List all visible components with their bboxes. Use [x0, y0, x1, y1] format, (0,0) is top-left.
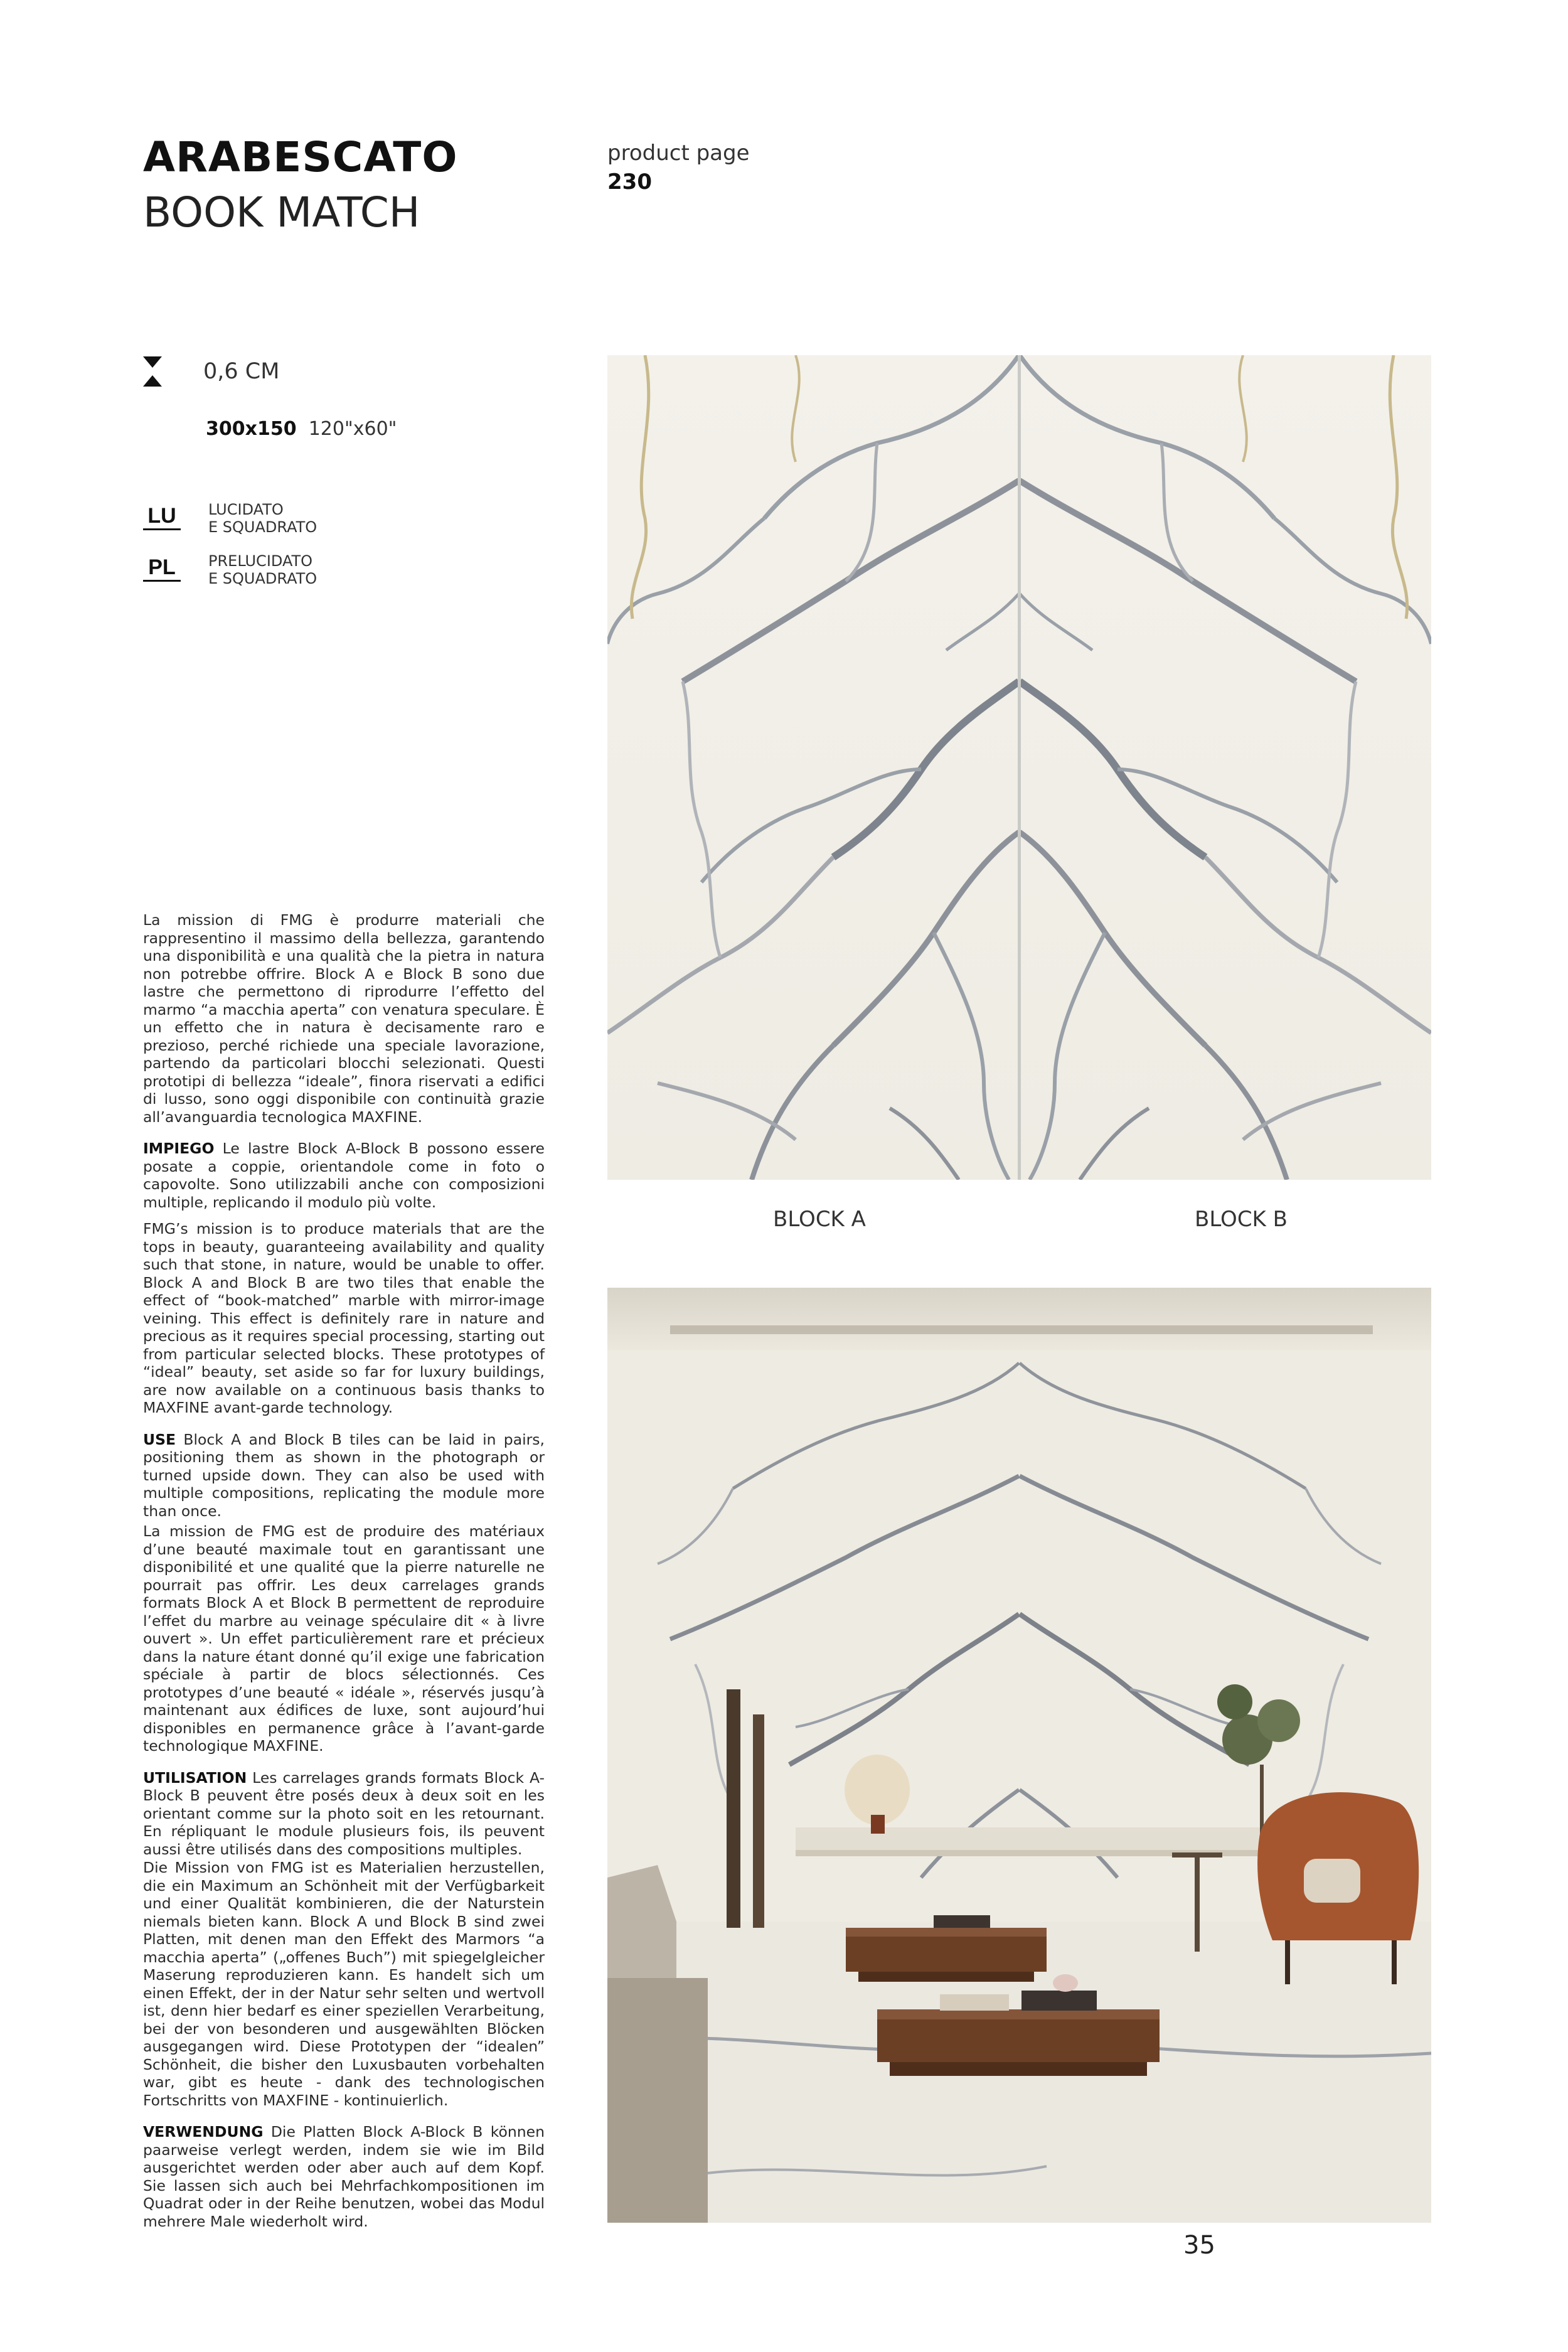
en-use — [143, 1431, 545, 1521]
product-page-label: product page — [607, 141, 750, 166]
description-fr — [143, 1522, 545, 1872]
size-row — [206, 418, 397, 440]
fr-body: La mission de FMG est de produire des matériaux d’une beauté maximale tout en garantissant une disponibilité et une qualité que la pierre naturelle ne pourrait pas offrir. Les deux carrelages grands formats Block A et Block B permettent de reproduire l’effet du marbre au veinage spéculaire dit « à livre ouvert ». Un effet particulièrement rare et précieux dans la nature étant donné qu’il exige une fabrication spéciale à partir de blocs sélectionnés. Ces prototypes d’une beauté « idéale », réservés jusqu’à maintenant aux édifices de luxe, sont aujourd’hui disponibles en permanence grâce à l’avant-garde technologique MAXFINE. — [143, 1522, 545, 1755]
description-it — [143, 911, 545, 1225]
finish-badge-pl: PL — [143, 556, 181, 582]
finish-pl-line2: E SQUADRATO — [208, 570, 317, 587]
size-inches: 120"x60" — [308, 418, 397, 440]
product-page-number: 230 — [607, 169, 652, 195]
page-number: 35 — [1183, 2231, 1215, 2260]
product-subtitle: BOOK MATCH — [143, 188, 420, 237]
finish-text-pl — [208, 552, 317, 587]
fr-use-keyword: UTILISATION — [143, 1768, 247, 1787]
finish-lu-line1: LUCIDATO — [208, 501, 284, 518]
block-b-label: BLOCK B — [1195, 1207, 1288, 1232]
finish-pl-line1: PRELUCIDATO — [208, 552, 313, 570]
finish-text-lu — [208, 501, 317, 536]
de-use — [143, 2123, 545, 2230]
fr-use — [143, 1769, 545, 1859]
it-use-keyword: IMPIEGO — [143, 1140, 215, 1157]
description-de — [143, 1859, 545, 2244]
size-cm: 300x150 — [206, 418, 297, 440]
en-body: FMG’s mission is to produce materials that are the tops in beauty, guaranteeing availability and quality such that stone, in nature, would be unable to offer. Block A and Block B are two tiles that enable the effect of “book-matched” marble with mirror-image veining. This effect is definitely rare in nature and precious as it requires special processing, starting out from particular selected blocks. These prototypes of “ideal” beauty, set aside so far for luxury buildings, are now available on a continuous basis thanks to MAXFINE avant-garde technology. — [143, 1220, 545, 1416]
thickness-arrows-icon — [143, 356, 162, 387]
de-use-text: Die Platten Block A-Block B können paarweise verlegt werden, indem sie wie im Bild ausgerichtet werden oder aber auch auf dem Kopf. Sie lassen sich auch bei Mehrfachkompositionen im Quadrat oder in der Reihe benutzen, wobei das Modul mehrere Male wiederholt wird. — [143, 2123, 545, 2230]
product-title: ARABESCATO — [143, 133, 458, 181]
it-use-text: Le lastre Block A-Block B possono essere posate a coppie, orientandole come in foto o capovolte. Sono utilizzabili anche con composizioni multiple, replicando il modulo più volte. — [143, 1140, 545, 1211]
de-body: Die Mission von FMG ist es Materialien herzustellen, die ein Maximum an Schönheit mit der Verfügbarkeit und einer Qualität kombinieren, die der Naturstein niemals bieten kann. Block A und Block B sind zwei Platten, mit denen man den Effekt des Marmors “a macchia aperta” („offenes Buch”) mit spiegelgleicher Maserung reproduzieren kann. Es handelt sich um einen Effekt, der in der Natur sehr selten und wertvoll ist, denn hier bedarf es einer speziellen Verarbeitung, bei der von besonderen und ausgewählten Blöcken ausgegangen wird. Diese Prototypen der “idealen” Schönheit, die bisher den Luxusbauten vorbehalten war, gibt es heute - dank des technologischen Fortschritts von MAXFINE - kontinuierlich. — [143, 1859, 545, 2109]
en-use-keyword: USE — [143, 1430, 176, 1448]
thickness-value: 0,6 CM — [203, 359, 280, 384]
it-body: La mission di FMG è produrre materiali che rappresentino il massimo della bellezza, garantendo una disponibilità e una qualità che la pietra in natura non potrebbe offrire. Block A e Block B sono due lastre che permettono di riprodurre l’effetto del marmo “a macchia aperta” con venatura speculare. È un effetto che in natura è decisamente raro e prezioso, perché richiede una speciale lavorazione, partendo da particolari blocchi selezionati. Questi prototipi di bellezza “ideale”, finora riservati a edifici di lusso, sono oggi disponibile con continuità grazie all’avanguardia tecnologica MAXFINE. — [143, 911, 545, 1126]
de-use-keyword: VERWENDUNG — [143, 2123, 264, 2141]
block-a-block-b-tiles-image — [607, 355, 1431, 1180]
finish-lu-line2: E SQUADRATO — [208, 518, 317, 536]
description-en — [143, 1220, 545, 1534]
fr-use-text: Les carrelages grands formats Block A-Block B peuvent être posés deux à deux soit en les orientant comme sur la photo soit en les retournant. En répliquant le module plusieurs fois, ils peuvent aussi être utilisés dans des compositions multiples. — [143, 1768, 545, 1858]
finish-badge-lu: LU — [143, 505, 181, 530]
en-use-text: Block A and Block B tiles can be laid in pairs, positioning them as shown in the photograph or turned upside down. They can also be used with multiple compositions, replicating the module more than once. — [143, 1430, 545, 1520]
it-use — [143, 1140, 545, 1211]
block-a-label: BLOCK A — [773, 1207, 866, 1232]
living-room-scene-image — [607, 1288, 1431, 2223]
